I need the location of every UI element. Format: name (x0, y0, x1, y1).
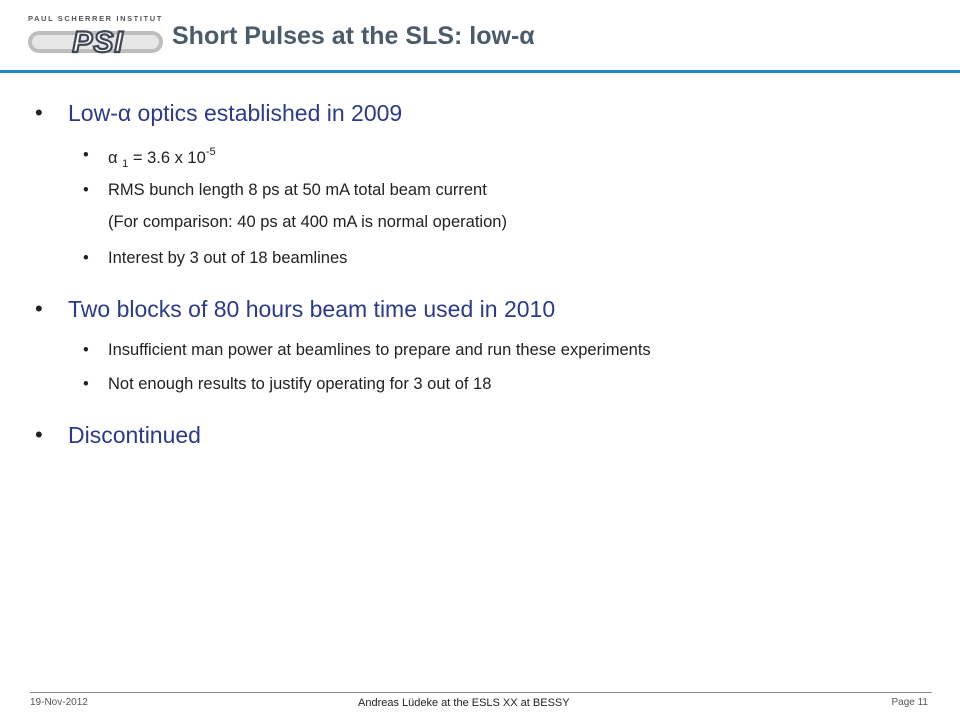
alpha-subscript: 1 (122, 158, 129, 170)
bullet-alpha-value (108, 146, 216, 170)
psi-logo (28, 14, 168, 64)
institute-name: PAUL SCHERRER INSTITUT (28, 14, 163, 23)
bullet-low-alpha-optics: • Low-α optics established in 2009 (68, 100, 402, 127)
bullet-results: • Not enough results to justify operating for 3 out of 18 (108, 375, 491, 394)
alpha-symbol: α (108, 149, 118, 167)
bullet-rms-bunch-length: • RMS bunch length 8 ps at 50 mA total beam current (108, 181, 487, 200)
footer-date: 19-Nov-2012 (30, 697, 88, 708)
footer-rule (30, 692, 932, 693)
alpha-exponent: -5 (205, 146, 216, 158)
footer-author: Andreas Lüdeke at the ESLS XX at BESSY (358, 697, 570, 709)
bullet-interest: • Interest by 3 out of 18 beamlines (108, 249, 347, 268)
comparison-note: (For comparison: 40 ps at 400 mA is normal operation) (108, 213, 507, 231)
bullet-manpower: • Insufficient man power at beamlines to prepare and run these experiments (108, 341, 651, 360)
slide-title: Short Pulses at the SLS: low-α (172, 22, 535, 50)
psi-logo-mark (28, 25, 163, 59)
header-rule (0, 70, 960, 73)
footer-page-number: Page 11 (891, 697, 928, 708)
logo-letters: PSI (72, 26, 124, 59)
bullet-discontinued: • Discontinued (68, 422, 201, 449)
alpha-value: = 3.6 x 10 (132, 149, 206, 167)
bullet-beam-time: • Two blocks of 80 hours beam time used in 2010 (68, 296, 555, 323)
